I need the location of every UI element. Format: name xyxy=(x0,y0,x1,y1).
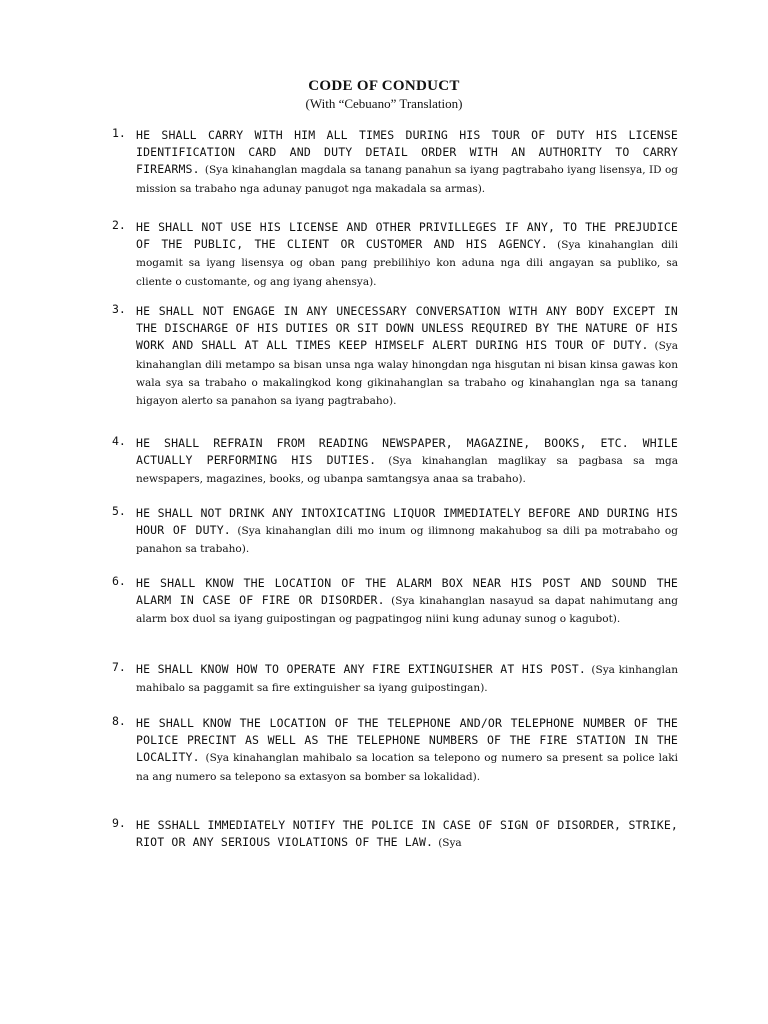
item-number: 3. xyxy=(112,302,126,316)
item-text xyxy=(136,302,678,409)
item-text xyxy=(136,434,678,488)
item-cebuano: (Sya kinahanglan nasayud sa dapat nahimutang ang alarm box duol sa iyang guipostingan og pagpatingog niini kung adunay sunog o kagubot). xyxy=(136,595,678,626)
list-item xyxy=(112,302,678,409)
item-number: 1. xyxy=(112,126,126,140)
item-number: 2. xyxy=(112,218,126,232)
list-item xyxy=(112,574,678,628)
item-english: HE SHALL CARRY WITH HIM ALL TIMES DURING HIS TOUR OF DUTY HIS LICENSE IDENTIFICATION CARD AND DUTY DETAIL ORDER WITH AN AUTHORITY TO CARRY FIREARMS. xyxy=(136,128,678,177)
item-cebuano: (Sya kinahanglan magdala sa tanang panahun sa iyang pagtrabaho iyang lisensya, ID og mission sa trabaho nga adunay panugot nga makadala sa armas). xyxy=(136,164,678,195)
list-item xyxy=(112,218,678,290)
item-number: 7. xyxy=(112,660,126,674)
item-text xyxy=(136,714,678,785)
list-item xyxy=(112,816,678,851)
item-number: 5. xyxy=(112,504,126,518)
item-cebuano: (Sya kinahanglan dili mo inum og ilimnong makahubog sa dili pa motrabaho og panahon sa trabaho). xyxy=(136,525,678,556)
item-cebuano: (Sya kinahanglan dili mogamit sa iyang lisensya og oban pang prebilihiyo kon aduna nga dili angayan sa publiko, sa cliente o customante, og ang iyang ahensya). xyxy=(136,239,678,288)
item-english: HE SHALL KNOW THE LOCATION OF THE ALARM BOX NEAR HIS POST AND SOUND THE ALARM IN CASE OF FIRE OR DISORDER. xyxy=(136,576,678,608)
item-number: 6. xyxy=(112,574,126,588)
item-text xyxy=(136,126,678,197)
page-title: CODE OF CONDUCT xyxy=(308,78,460,94)
item-cebuano: (Sya kinhanglan mahibalo sa paggamit sa fire extinguisher sa iyang guipostingan). xyxy=(136,664,678,695)
list-item xyxy=(112,660,678,696)
list-item xyxy=(112,126,678,197)
page-subtitle: (With “Cebuano” Translation) xyxy=(305,96,463,111)
item-english: HE SHALL REFRAIN FROM READING NEWSPAPER, MAGAZINE, BOOKS, ETC. WHILE ACTUALLY PERFORMING HIS DUTIES. xyxy=(136,436,678,468)
item-cebuano: (Sya kinahanglan dili metampo sa bisan unsa nga walay hinongdan nga hisgutan ni bisan kinsa gawas kon wala sya sa trabaho o makalingkod kong gikinahanglan sa trabaho og kinahanglan nga sa tanang higayon alerto sa panahon sa iyang pagtrabaho). xyxy=(136,340,678,408)
item-english: HE SHALL KNOW HOW TO OPERATE ANY FIRE EXTINGUISHER AT HIS POST. xyxy=(136,662,586,676)
item-text xyxy=(136,574,678,628)
item-cebuano: (Sya xyxy=(438,837,462,850)
item-number: 4. xyxy=(112,434,126,448)
list-item xyxy=(112,504,678,558)
list-item xyxy=(112,434,678,488)
item-number: 9. xyxy=(112,816,126,830)
list-item xyxy=(112,714,678,785)
item-text xyxy=(136,504,678,558)
item-text xyxy=(136,816,678,851)
item-cebuano: (Sya kinahanglan mahibalo sa location sa telepono og numero sa present sa police laki na ang numero sa telepono sa extasyon sa bomber sa lokalidad). xyxy=(136,752,678,783)
item-english: HE SHALL KNOW THE LOCATION OF THE TELEPHONE AND/OR TELEPHONE NUMBER OF THE POLICE PRECINT AS WELL AS THE TELEPHONE NUMBERS OF THE FIRE STATION IN THE LOCALITY. xyxy=(136,716,678,765)
item-text xyxy=(136,218,678,290)
item-english: HE SHALL NOT DRINK ANY INTOXICATING LIQUOR IMMEDIATELY BEFORE AND DURING HIS HOUR OF DUTY. xyxy=(136,506,678,538)
item-cebuano: (Sya kinahanglan maglikay sa pagbasa sa mga newspapers, magazines, books, og ubanpa samtangsya anaa sa trabaho). xyxy=(136,455,679,486)
item-english: HE SHALL NOT USE HIS LICENSE AND OTHER PRIVILLEGES IF ANY, TO THE PREJUDICE OF THE PUBLIC, THE CLIENT OR CUSTOMER AND HIS AGENCY. xyxy=(136,220,678,252)
item-english: HE SSHALL IMMEDIATELY NOTIFY THE POLICE IN CASE OF SIGN OF DISORDER, STRIKE, RIOT OR ANY SERIOUS VIOLATIONS OF THE LAW. xyxy=(136,818,678,850)
item-english: HE SHALL NOT ENGAGE IN ANY UNECESSARY CONVERSATION WITH ANY BODY EXCEPT IN THE DISCHARGE OF HIS DUTIES OR SIT DOWN UNLESS REQUIRED BY THE NATURE OF HIS WORK AND SHALL AT ALL TIMES KEEP HIMSELF ALERT DURING HIS TOUR OF DUTY. xyxy=(136,304,678,353)
item-number: 8. xyxy=(112,714,126,728)
item-text xyxy=(136,660,678,696)
